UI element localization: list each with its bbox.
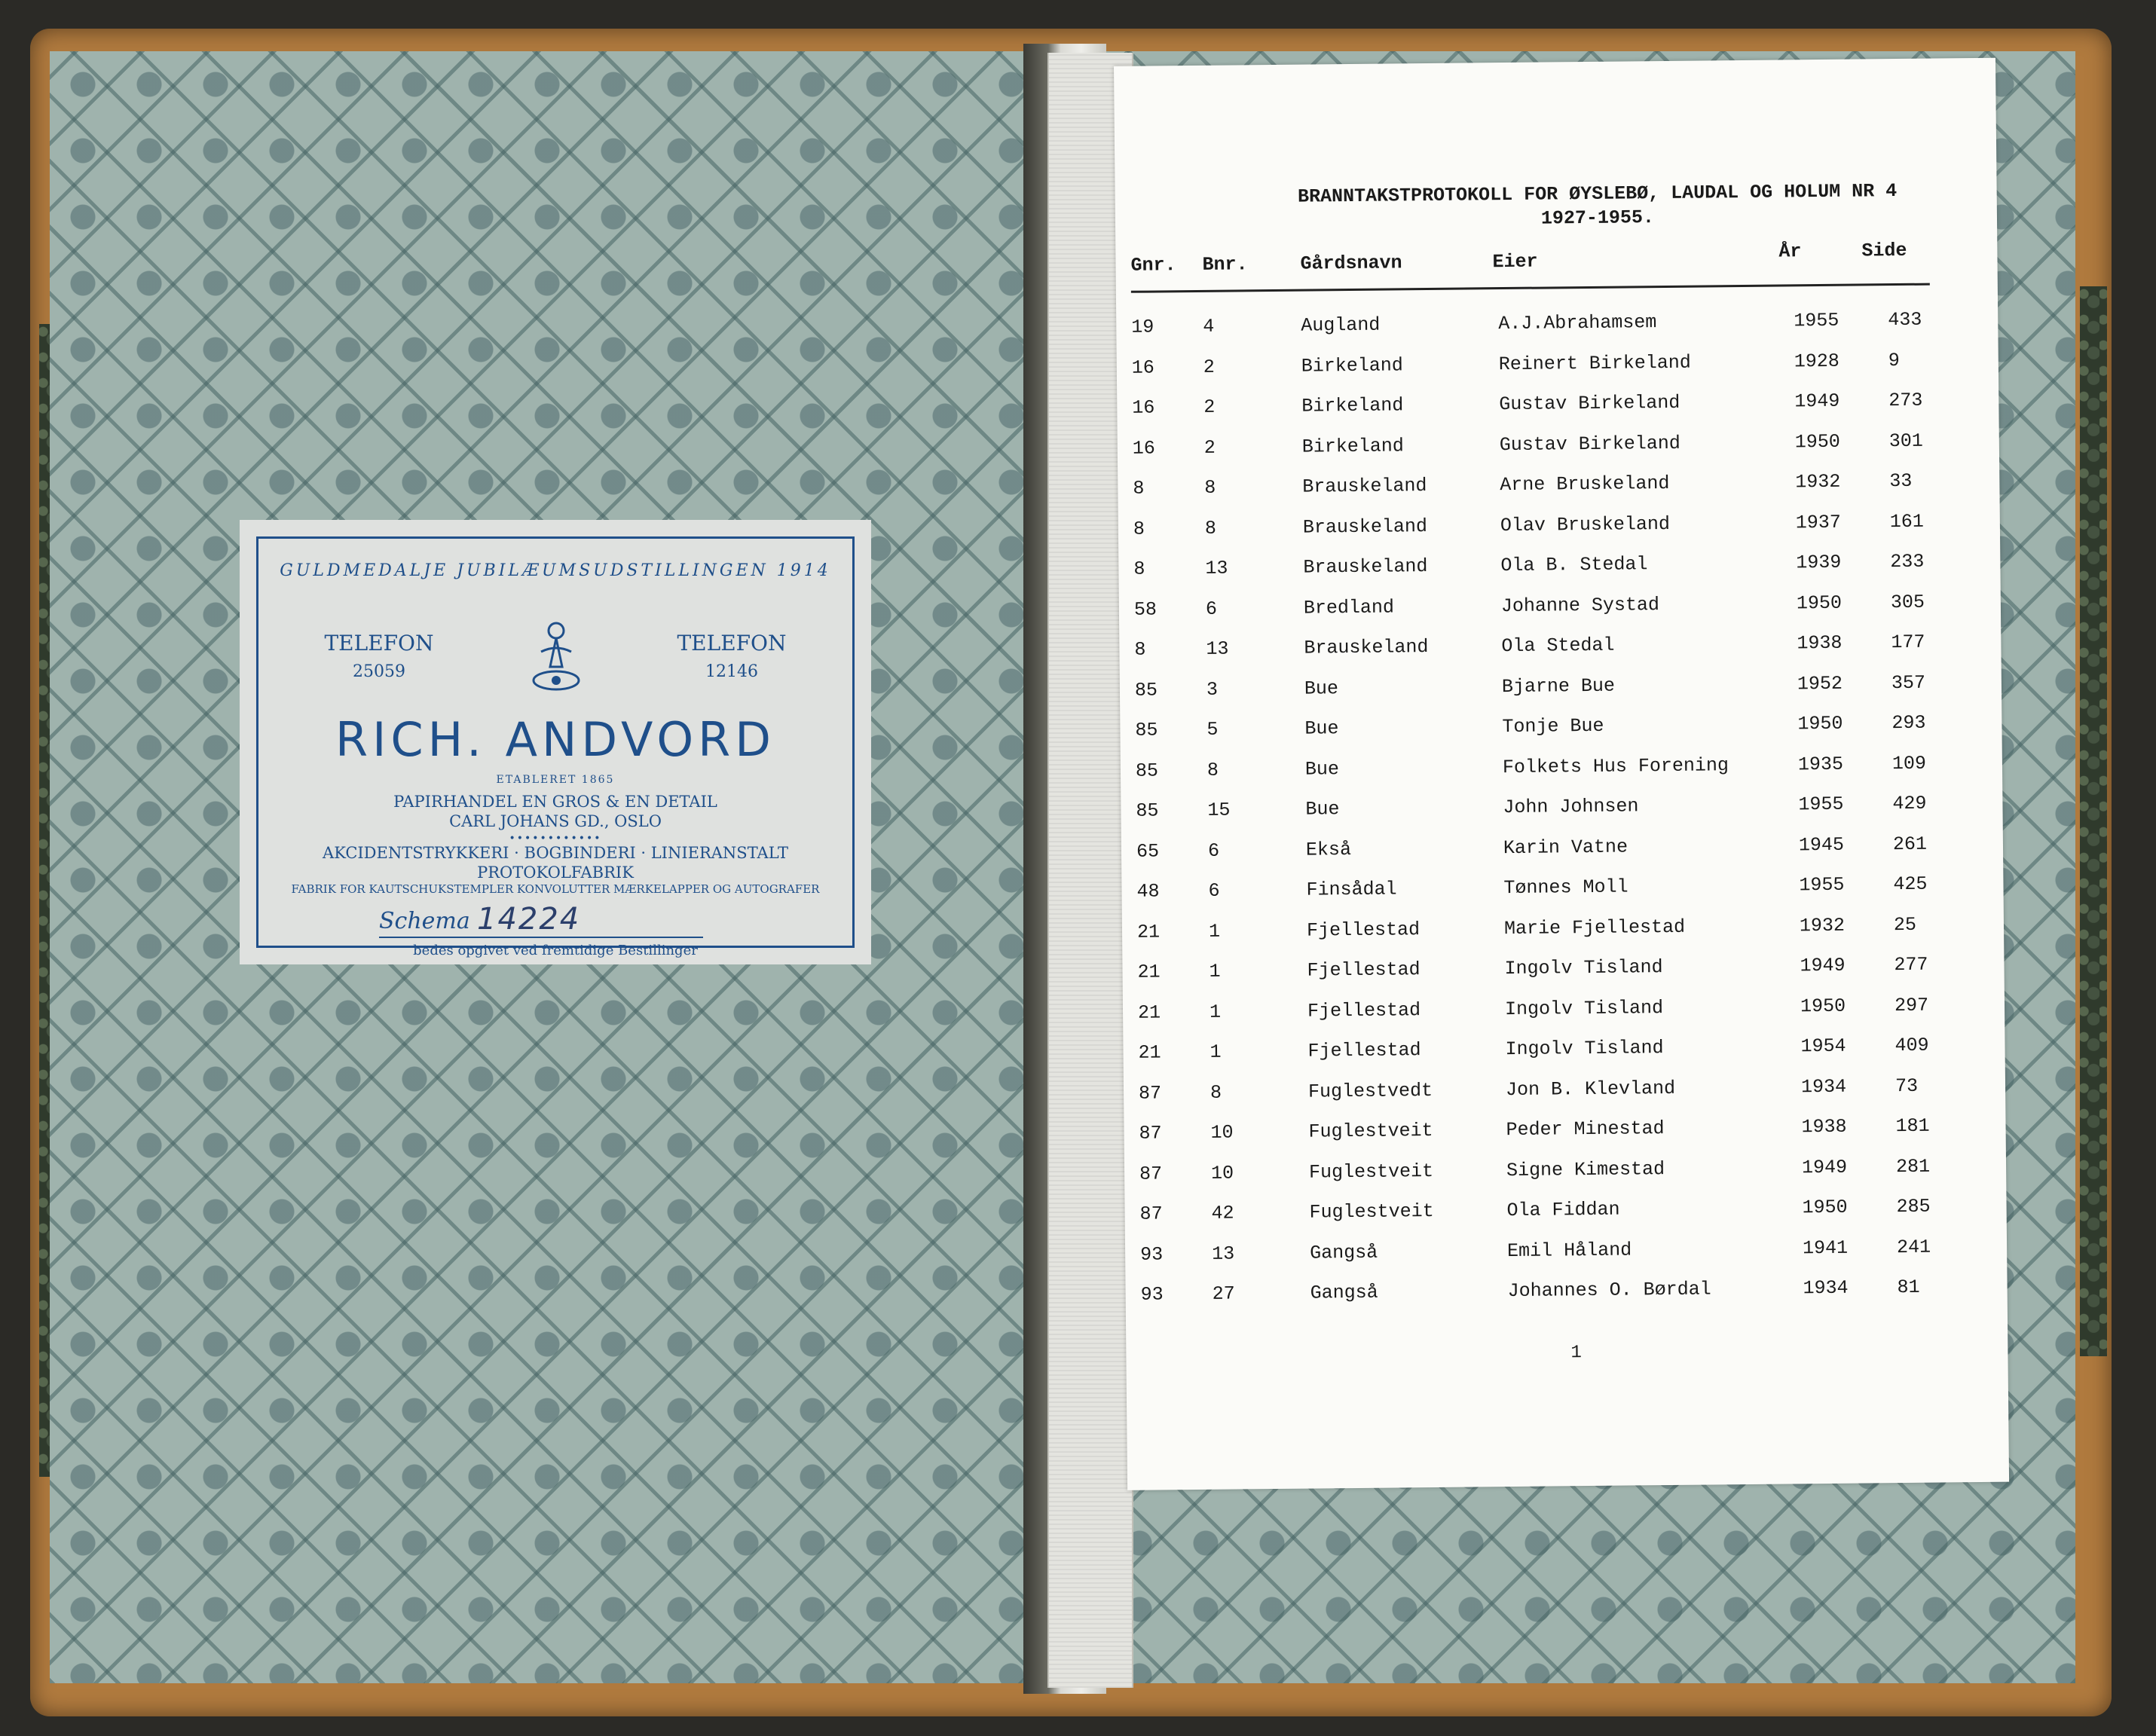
cell-eier: Johanne Systad <box>1500 593 1660 617</box>
cell-ar: 1941 <box>1802 1236 1849 1260</box>
cell-eier: Emil Håland <box>1506 1239 1632 1262</box>
cell-gardsnavn: Fuglestveit <box>1309 1200 1434 1224</box>
cell-gardsnavn: Fuglestveit <box>1308 1160 1434 1184</box>
cell-gnr: 21 <box>1138 1041 1161 1064</box>
cell-bnr: 42 <box>1211 1202 1234 1225</box>
cell-gnr: 58 <box>1133 598 1158 621</box>
cell-bnr: 5 <box>1206 718 1219 741</box>
cell-ar: 1949 <box>1801 1156 1848 1179</box>
cell-ar: 1955 <box>1794 310 1839 332</box>
cell-side: 273 <box>1888 389 1923 412</box>
cell-eier: Peder Minestad <box>1506 1117 1665 1142</box>
cell-side: 293 <box>1891 711 1926 735</box>
cell-gardsnavn: Brauskeland <box>1302 515 1428 539</box>
cell-ar: 1950 <box>1794 430 1840 454</box>
brand-name: RICH. ANDVORD <box>335 712 775 767</box>
cell-gardsnavn: Finsådal <box>1306 878 1397 901</box>
cell-ar: 1937 <box>1795 511 1842 534</box>
cell-ar: 1935 <box>1797 753 1844 776</box>
cell-gnr: 85 <box>1136 799 1159 823</box>
cell-bnr: 13 <box>1206 637 1229 661</box>
cell-eier: Johannes O. Børdal <box>1507 1278 1711 1303</box>
cell-gnr: 8 <box>1133 518 1145 540</box>
factory-line: FABRIK FOR KAUTSCHUKSTEMPLER KONVOLUTTER MÆRKELAPPER OG AUTOGRAFER <box>291 882 820 896</box>
cell-bnr: 10 <box>1210 1121 1234 1145</box>
divider-dots: •••••••••••• <box>509 833 602 845</box>
cell-side: 9 <box>1888 349 1900 371</box>
cell-ar: 1938 <box>1801 1115 1847 1138</box>
cell-bnr: 27 <box>1212 1282 1235 1306</box>
cell-bnr: 15 <box>1207 799 1231 822</box>
cell-bnr: 8 <box>1204 517 1217 539</box>
cell-bnr: 1 <box>1208 920 1221 943</box>
page-number: 1 <box>1570 1343 1582 1364</box>
cell-eier: Tonje Bue <box>1502 715 1604 738</box>
cell-eier: Karin Vatne <box>1503 836 1628 859</box>
cell-ar: 1934 <box>1803 1276 1849 1300</box>
document-title <box>1266 179 1930 234</box>
cell-side: 73 <box>1895 1074 1919 1097</box>
cell-side: 277 <box>1894 953 1928 976</box>
cell-gnr: 87 <box>1139 1163 1163 1185</box>
cell-eier: Signe Kimestad <box>1506 1157 1665 1181</box>
cell-ar: 1955 <box>1799 873 1845 897</box>
cell-bnr: 8 <box>1206 759 1219 781</box>
cell-gnr: 16 <box>1131 356 1154 379</box>
cell-bnr: 10 <box>1210 1162 1234 1184</box>
cell-side: 25 <box>1893 913 1917 936</box>
cell-gnr: 21 <box>1137 961 1161 984</box>
cell-ar: 1949 <box>1800 954 1846 977</box>
telefon-left-label: TELEFON <box>324 631 434 656</box>
cell-side: 433 <box>1888 308 1922 332</box>
title-line-1: BRANNTAKSTPROTOKOLL FOR ØYSLEBØ, LAUDAL OG HOLUM NR 4 <box>1297 180 1898 208</box>
cell-gardsnavn: Birkeland <box>1301 394 1404 417</box>
cell-gnr: 16 <box>1132 437 1156 460</box>
cell-bnr: 2 <box>1203 396 1216 419</box>
cell-eier: Arne Bruskeland <box>1500 472 1670 497</box>
cell-eier: Ingolv Tisland <box>1504 956 1663 980</box>
cell-gardsnavn: Fjellestad <box>1307 958 1421 982</box>
cell-bnr: 13 <box>1205 557 1228 580</box>
cell-ar: 1932 <box>1795 471 1841 494</box>
cell-eier: Olav Bruskeland <box>1500 512 1671 536</box>
table-row <box>1140 1267 1957 1315</box>
services-line-1: AKCIDENTSTRYKKERI · BOGBINDERI · LINIERANSTALT <box>323 844 788 862</box>
cell-eier: Jon B. Klevland <box>1505 1077 1676 1101</box>
cell-side: 261 <box>1892 833 1928 855</box>
cell-ar: 1938 <box>1797 632 1843 655</box>
cell-gardsnavn: Fuglestvedt <box>1307 1079 1433 1103</box>
cell-bnr: 1 <box>1210 1041 1222 1064</box>
cell-side: 305 <box>1890 591 1925 613</box>
cell-gardsnavn: Bue <box>1305 798 1340 821</box>
cell-eier: Gustav Birkeland <box>1499 432 1681 456</box>
marbled-edge-right <box>2080 286 2107 1356</box>
cell-bnr: 8 <box>1204 476 1216 500</box>
publisher-label <box>240 520 871 964</box>
header-gnr: Gnr. <box>1130 254 1176 277</box>
cell-ar: 1932 <box>1799 914 1846 937</box>
cell-gnr: 21 <box>1136 921 1161 943</box>
services-lines <box>258 843 852 882</box>
cell-gardsnavn: Augland <box>1301 313 1381 337</box>
award-text: GULDMEDALJE JUBILÆUMSUDSTILLINGEN 1914 <box>280 561 831 580</box>
cell-gardsnavn: Fjellestad <box>1306 918 1421 942</box>
cell-bnr: 1 <box>1209 960 1221 983</box>
cell-side: 297 <box>1894 994 1929 1016</box>
cell-gnr: 85 <box>1135 719 1158 742</box>
cell-side: 425 <box>1893 873 1928 896</box>
cell-bnr: 6 <box>1205 598 1218 620</box>
cell-gardsnavn: Fjellestad <box>1307 1039 1421 1062</box>
cell-eier: Ingolv Tisland <box>1505 1037 1664 1061</box>
cell-bnr: 2 <box>1203 356 1215 378</box>
telefon-left-number: 25059 <box>353 662 405 681</box>
established-text: ETABLERET 1865 <box>496 774 615 786</box>
cell-bnr: 2 <box>1203 436 1216 459</box>
cell-gnr: 8 <box>1133 558 1145 581</box>
telefon-right <box>656 629 807 686</box>
cell-eier: John Johnsen <box>1503 795 1639 819</box>
cell-side: 281 <box>1895 1155 1931 1178</box>
cell-eier: Ingolv Tisland <box>1504 996 1664 1020</box>
cell-ar: 1939 <box>1796 552 1842 574</box>
cell-gardsnavn: Fjellestad <box>1307 998 1421 1022</box>
cell-gardsnavn: Brauskeland <box>1302 475 1427 498</box>
schema-label: Schema <box>379 908 470 934</box>
cell-eier: Ola Stedal <box>1501 634 1615 658</box>
cell-eier: A.J.Abrahamsem <box>1498 311 1657 335</box>
cell-gnr: 19 <box>1131 316 1154 339</box>
cell-side: 233 <box>1890 550 1925 573</box>
telefon-right-number: 12146 <box>705 662 758 681</box>
cell-gnr: 93 <box>1140 1243 1164 1266</box>
cell-side: 161 <box>1889 510 1925 533</box>
title-line-2: 1927-1955. <box>1540 206 1655 230</box>
cell-side: 177 <box>1891 631 1925 654</box>
cell-ar: 1950 <box>1800 995 1846 1018</box>
header-gardsnavn: Gårdsnavn <box>1300 252 1402 275</box>
cell-gardsnavn: Birkeland <box>1301 354 1403 377</box>
cell-gardsnavn: Fuglestveit <box>1308 1120 1433 1143</box>
schema-underline <box>379 937 703 938</box>
cell-ar: 1928 <box>1794 350 1839 373</box>
register-table <box>1131 299 1958 1315</box>
cell-gardsnavn: Bue <box>1304 757 1340 781</box>
cell-ar: 1950 <box>1802 1196 1848 1219</box>
header-side: Side <box>1861 239 1907 262</box>
cell-gnr: 87 <box>1139 1203 1163 1225</box>
cell-gnr: 21 <box>1137 1001 1161 1024</box>
cell-gardsnavn: Bredland <box>1303 596 1395 619</box>
cell-gardsnavn: Gangså <box>1309 1241 1378 1264</box>
business-line-1: PAPIRHANDEL EN GROS & EN DETAIL <box>393 793 717 811</box>
cell-eier: Reinert Birkeland <box>1498 351 1691 375</box>
cell-eier: Folkets Hus Forening <box>1502 753 1729 778</box>
cell-gnr: 65 <box>1136 840 1160 863</box>
cell-gnr: 16 <box>1132 396 1155 420</box>
cell-side: 33 <box>1889 470 1913 493</box>
cell-bnr: 4 <box>1203 315 1215 338</box>
cell-bnr: 3 <box>1206 678 1219 701</box>
cell-ar: 1934 <box>1800 1075 1847 1099</box>
cell-gnr: 8 <box>1134 638 1146 662</box>
cell-gardsnavn: Gangså <box>1310 1281 1378 1304</box>
cell-gnr: 93 <box>1140 1283 1164 1306</box>
cell-side: 301 <box>1888 429 1923 452</box>
cell-side: 241 <box>1896 1236 1931 1258</box>
cell-gnr: 87 <box>1139 1122 1162 1145</box>
cell-side: 181 <box>1895 1114 1930 1138</box>
cell-gardsnavn: Bue <box>1304 677 1339 700</box>
telefon-left <box>304 629 454 686</box>
cell-side: 285 <box>1896 1195 1931 1218</box>
cell-ar: 1945 <box>1798 833 1845 857</box>
index-sheet <box>1114 58 2009 1490</box>
cell-ar: 1950 <box>1796 591 1843 615</box>
cell-gnr: 85 <box>1134 679 1158 701</box>
cell-gardsnavn: Birkeland <box>1301 435 1405 458</box>
cell-gnr: 87 <box>1138 1082 1162 1105</box>
mercury-emblem-icon <box>518 614 594 697</box>
cell-eier: Gustav Birkeland <box>1499 392 1680 416</box>
schema-number: 14224 <box>477 902 581 937</box>
cell-gardsnavn: Bue <box>1304 717 1339 740</box>
cell-eier: Marie Fjellestad <box>1503 915 1686 940</box>
cell-gnr: 85 <box>1135 760 1159 782</box>
cell-bnr: 1 <box>1209 1001 1222 1023</box>
business-line-2: CARL JOHANS GD., OSLO <box>449 812 662 830</box>
cell-ar: 1950 <box>1797 713 1843 735</box>
cell-side: 109 <box>1891 752 1927 775</box>
header-bnr: Bnr. <box>1202 253 1248 276</box>
cell-gnr: 48 <box>1136 880 1160 903</box>
register-table-body <box>1131 299 1958 1315</box>
cell-side: 409 <box>1895 1034 1929 1057</box>
cell-gardsnavn: Ekså <box>1305 838 1352 861</box>
services-line-2: PROTOKOLFABRIK <box>477 863 634 882</box>
cell-bnr: 13 <box>1211 1242 1235 1265</box>
header-eier: Eier <box>1492 250 1538 274</box>
cell-eier: Ola Fiddan <box>1506 1198 1620 1222</box>
cell-gardsnavn: Brauskeland <box>1304 636 1429 659</box>
cell-bnr: 6 <box>1208 879 1220 903</box>
cell-eier: Bjarne Bue <box>1501 674 1616 698</box>
order-note: bedes opgivet ved fremtidige Bestillinger <box>413 943 698 958</box>
business-lines <box>258 792 852 831</box>
cell-ar: 1955 <box>1798 793 1844 816</box>
cell-side: 429 <box>1892 792 1927 815</box>
cell-eier: Ola B. Stedal <box>1500 553 1648 577</box>
cell-side: 357 <box>1891 671 1926 694</box>
cell-eier: Tønnes Moll <box>1503 876 1628 900</box>
header-ar: År <box>1778 240 1802 263</box>
header-rule <box>1131 283 1930 293</box>
cell-gardsnavn: Brauskeland <box>1303 555 1428 579</box>
cell-side: 81 <box>1897 1276 1920 1299</box>
cell-bnr: 8 <box>1210 1081 1222 1104</box>
publisher-label-frame <box>256 536 855 958</box>
cell-ar: 1952 <box>1797 672 1843 695</box>
cell-ar: 1949 <box>1794 390 1840 413</box>
cell-ar: 1954 <box>1800 1035 1846 1058</box>
cell-gnr: 8 <box>1133 477 1145 500</box>
telefon-right-label: TELEFON <box>677 631 787 656</box>
cell-bnr: 6 <box>1207 839 1220 862</box>
